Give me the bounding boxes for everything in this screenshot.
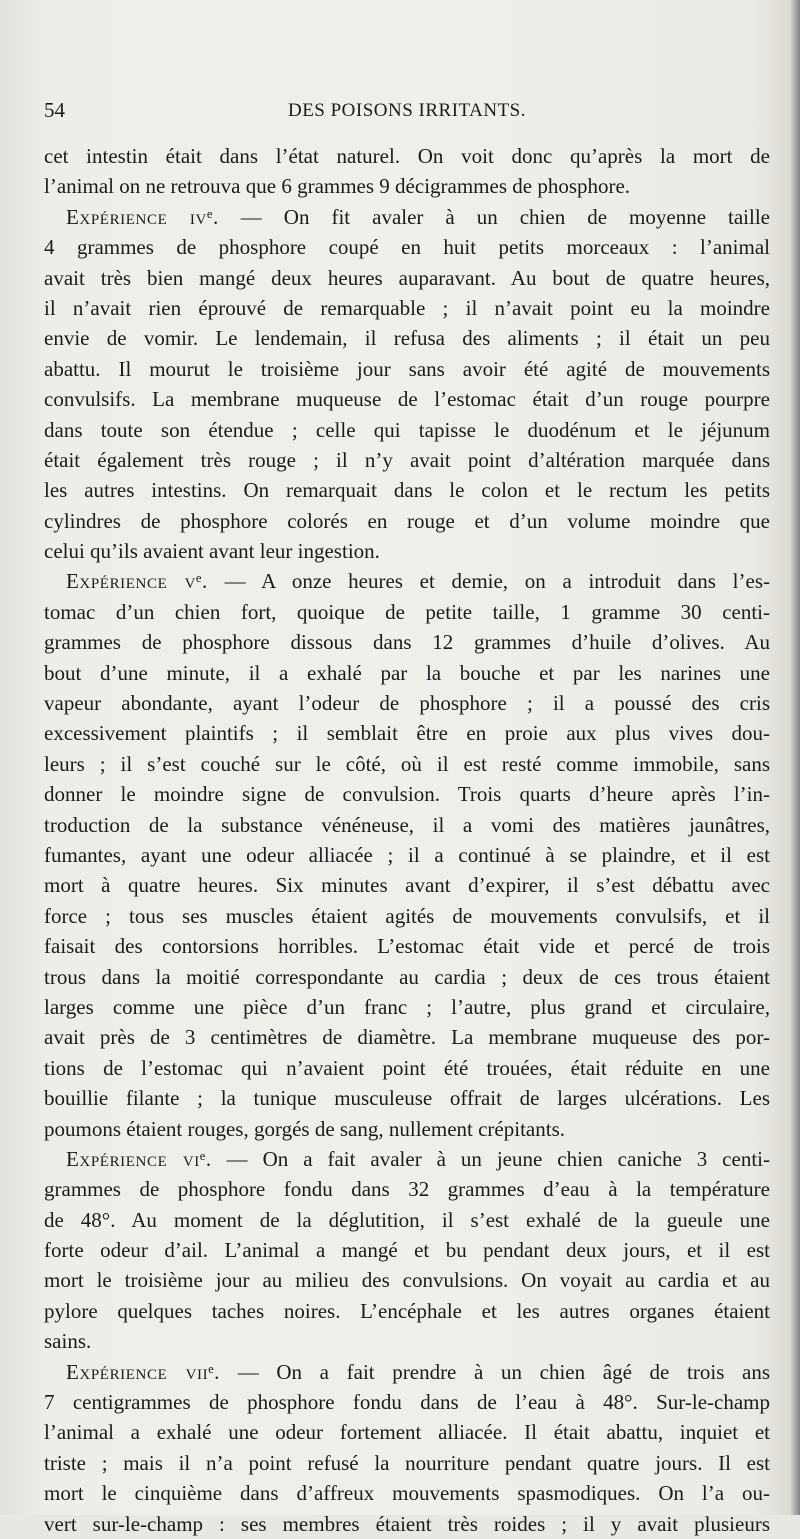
experiment-label: Expérience viᵉ. <box>66 1146 212 1171</box>
text-line <box>44 810 770 840</box>
line-text: avait très bien mangé deux heures auparavant. Au bout de quatre heures, <box>44 265 770 290</box>
line-text: leurs ; il s’est couché sur le côté, où il est resté comme immobile, sans <box>44 751 770 776</box>
experiment-label: Expérience vᵉ. <box>66 569 208 594</box>
running-title: DES POISONS IRRITANTS. <box>287 100 527 121</box>
line-text: faisait des contorsions horribles. L’estomac était vide et percé de trois <box>44 934 770 959</box>
text-line <box>44 1357 770 1387</box>
line-text: abattu. Il mourut le troisième jour sans avoir été agité de mouvements <box>44 356 770 381</box>
line-text: donner le moindre signe de convulsion. Trois quarts d’heure après l’in- <box>44 782 770 807</box>
text-line <box>44 1205 770 1235</box>
line-text: mort à quatre heures. Six minutes avant d’expirer, il s’est débattu avec <box>44 873 770 898</box>
text-line <box>44 840 770 870</box>
line-text: tomac d’un chien fort, quoique de petite taille, 1 gramme 30 centi- <box>44 599 770 624</box>
line-text: pylore quelques taches noires. L’encéphale et les autres organes étaient <box>44 1298 770 1323</box>
text-line <box>44 658 770 688</box>
line-text: mort le cinquième dans d’affreux mouvements spasmodiques. On l’a ou- <box>44 1481 770 1506</box>
text-line <box>44 1114 770 1144</box>
line-text: vapeur abondante, ayant l’odeur de phosphore ; il a poussé des cris <box>44 691 770 716</box>
text-line <box>44 1326 770 1356</box>
text-line <box>44 536 770 566</box>
experiment-label: Expérience ivᵉ. <box>66 204 219 229</box>
page-number: 54 <box>44 98 65 122</box>
line-text: envie de vomir. Le lendemain, il refusa des aliments ; il était un peu <box>44 326 770 351</box>
text-line <box>44 354 770 384</box>
line-text: trous dans la moitié correspondante au cardia ; deux de ces trous étaient <box>44 964 770 989</box>
line-text: bouillie filante ; la tunique musculeuse offrait de larges ulcérations. Les <box>44 1086 770 1111</box>
text-line <box>44 1478 770 1508</box>
line-text: force ; tous ses muscles étaient agités de mouvements convulsifs, et il <box>44 903 770 928</box>
line-text: excessivement plaintifs ; il semblait être en proie aux plus vives dou- <box>44 721 770 746</box>
line-text: cet intestin était dans l’état naturel. On voit donc qu’après la mort de <box>44 144 770 168</box>
text-line <box>44 931 770 961</box>
text-line <box>44 1387 770 1417</box>
line-text: grammes de phosphore fondu dans 32 grammes d’eau à la température <box>44 1177 770 1202</box>
text-line <box>44 323 770 353</box>
text-line <box>44 901 770 931</box>
text-line <box>44 171 770 201</box>
experiment-label: Expérience viiᵉ. <box>66 1359 221 1384</box>
text-line <box>44 1235 770 1265</box>
text-line <box>44 1509 770 1539</box>
text-line <box>44 688 770 718</box>
line-text: de 48°. Au moment de la déglutition, il s’est exhalé de la gueule une <box>44 1207 770 1232</box>
line-text: larges comme une pièce d’un franc ; l’autre, plus grand et circulaire, <box>44 994 770 1019</box>
text-line <box>44 1296 770 1326</box>
text-line <box>44 141 770 171</box>
text-line <box>44 415 770 445</box>
line-text: était également très rouge ; il n’y avait point d’altération marquée dans <box>44 447 770 472</box>
text-line <box>44 232 770 262</box>
line-text: les autres intestins. On remarquait dans le colon et le rectum les petits <box>44 478 770 503</box>
line-text: — A onze heures et demie, on a introduit dans l’es- <box>207 569 770 594</box>
line-text: — On a fait prendre à un chien âgé de trois ans <box>220 1359 771 1384</box>
text-line <box>44 992 770 1022</box>
line-text: il n’avait rien éprouvé de remarquable ; il n’avait point eu la moindre <box>44 295 770 320</box>
line-text: troduction de la substance vénéneuse, il a vomi des matières jaunâtres, <box>44 812 770 837</box>
text-line <box>44 1265 770 1295</box>
line-text: mort le troisième jour au milieu des convulsions. On voyait au cardia et au <box>44 1268 770 1293</box>
line-text: celui qu’ils avaient avant leur ingestion. <box>44 539 380 564</box>
text-line <box>44 749 770 779</box>
text-line <box>44 627 770 657</box>
line-text: triste ; mais il n’a point refusé la nourriture pendant quatre jours. Il est <box>44 1450 770 1475</box>
text-line <box>44 475 770 505</box>
text-line <box>44 870 770 900</box>
text-line <box>44 1417 770 1447</box>
text-line <box>44 597 770 627</box>
text-line <box>44 718 770 748</box>
line-text: forte odeur d’ail. L’animal a mangé et bu pendant deux jours, et il est <box>44 1238 770 1263</box>
line-text: — On fit avaler à un chien de moyenne taille <box>218 204 770 229</box>
text-line <box>44 263 770 293</box>
line-text: cylindres de phosphore colorés en rouge et d’un volume moindre que <box>44 508 770 533</box>
text-line <box>44 293 770 323</box>
text-line <box>44 962 770 992</box>
text-line <box>44 566 770 596</box>
page-header <box>44 98 770 128</box>
line-text: convulsifs. La membrane muqueuse de l’estomac était d’un rouge pourpre <box>44 387 770 412</box>
page-edge-shadow <box>790 0 800 1515</box>
line-text: 4 grammes de phosphore coupé en huit petits morceaux : l’animal <box>44 235 770 260</box>
text-line <box>44 445 770 475</box>
line-text: grammes de phosphore dissous dans 12 grammes d’huile d’olives. Au <box>44 630 770 655</box>
line-text: vert sur-le-champ : ses membres étaient très roides ; il y avait plusieurs <box>44 1511 770 1536</box>
text-line <box>44 1144 770 1174</box>
text-line <box>44 1448 770 1478</box>
line-text: bout d’une minute, il a exhalé par la bouche et par les narines une <box>44 660 770 685</box>
text-line <box>44 1053 770 1083</box>
text-line <box>44 779 770 809</box>
line-text: poumons étaient rouges, gorgés de sang, nullement crépitants. <box>44 1116 565 1141</box>
line-text: avait près de 3 centimètres de diamètre. La membrane muqueuse des por- <box>44 1025 770 1050</box>
line-text: 7 centigrammes de phosphore fondu dans de l’eau à 48°. Sur-le-champ <box>44 1390 770 1415</box>
line-text: l’animal on ne retrouva que 6 grammes 9 décigrammes de phosphore. <box>44 174 631 199</box>
line-text: fumantes, ayant une odeur alliacée ; il a continué à se plaindre, et il est <box>44 842 770 867</box>
text-line <box>44 1174 770 1204</box>
text-line <box>44 1083 770 1113</box>
line-text: sains. <box>44 1329 92 1354</box>
line-text: tions de l’estomac qui n’avaient point été trouées, était réduite en une <box>44 1055 770 1080</box>
line-text: dans toute son étendue ; celle qui tapisse le duodénum et le jéjunum <box>44 417 770 442</box>
line-text: l’animal a exhalé une odeur fortement alliacée. Il était abattu, inquiet et <box>44 1420 770 1445</box>
text-line <box>44 202 770 232</box>
line-text: — On a fait avaler à un jeune chien caniche 3 centi- <box>211 1146 770 1171</box>
body-text <box>44 141 770 1539</box>
text-line <box>44 384 770 414</box>
text-line <box>44 1022 770 1052</box>
text-line <box>44 506 770 536</box>
